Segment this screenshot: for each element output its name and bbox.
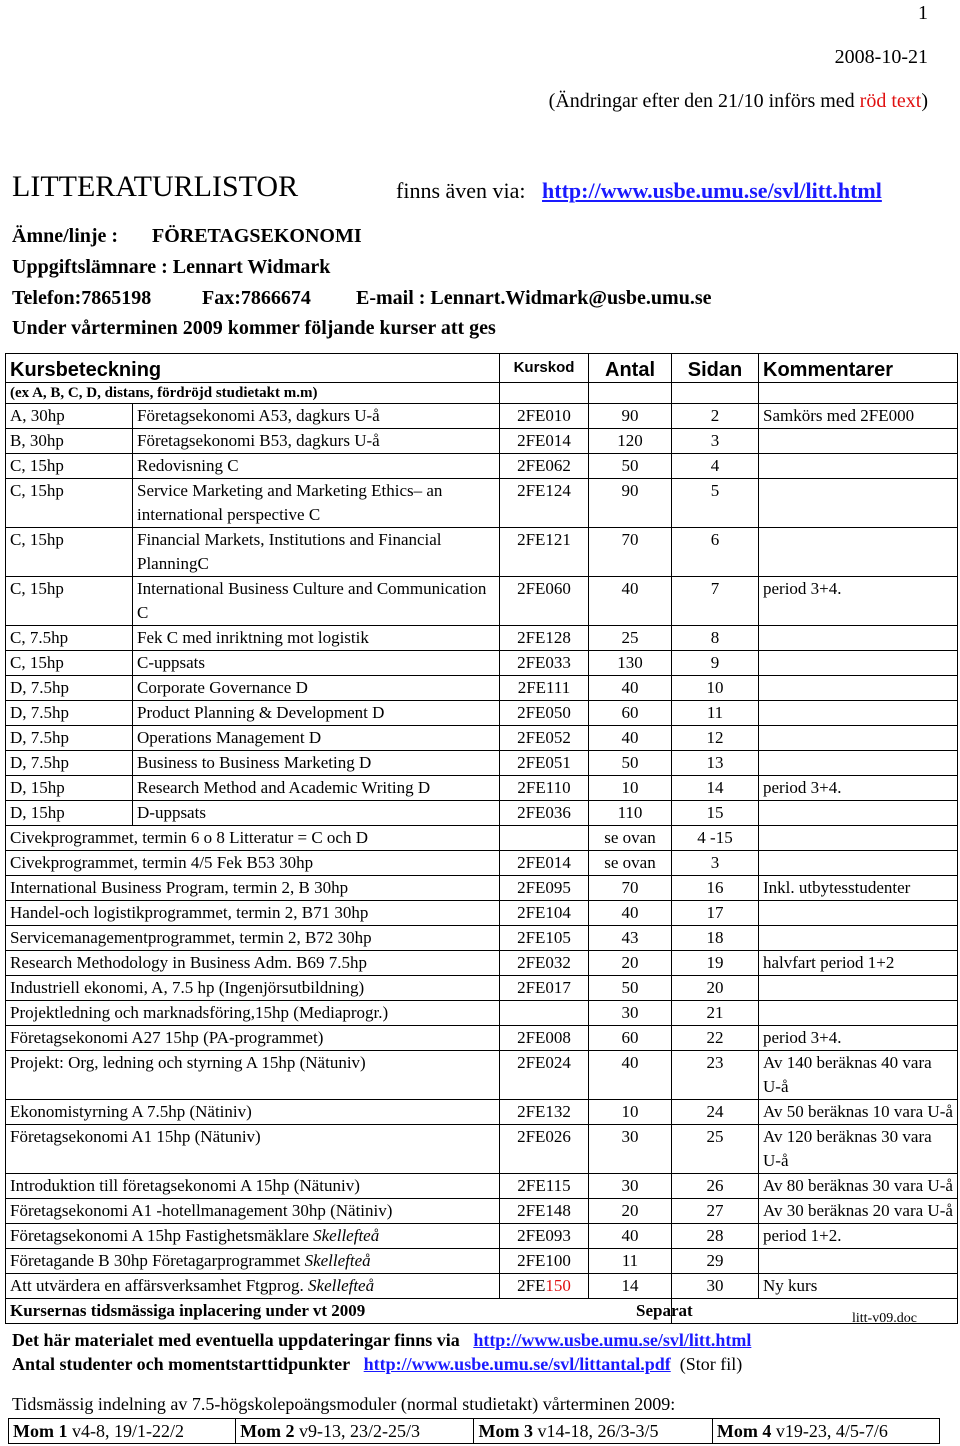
program-code: 2FE017 (500, 976, 589, 1001)
contact-line (12, 256, 330, 279)
table-row (6, 1199, 958, 1224)
program-page: 22 (672, 1026, 759, 1051)
course-code: 2FE062 (500, 454, 589, 479)
email: E-mail : Lennart.Widmark@usbe.umu.se (356, 287, 712, 309)
course-level: C, 15hp (6, 577, 133, 626)
subject-value: FÖRETAGSEKONOMI (152, 225, 362, 247)
course-level: C, 15hp (6, 528, 133, 577)
program-count: se ovan (589, 826, 672, 851)
course-level: D, 7.5hp (6, 751, 133, 776)
program-page: 24 (672, 1100, 759, 1125)
course-level: D, 15hp (6, 776, 133, 801)
program-name: Civekprogrammet, termin 6 o 8 Litteratur = C och D (6, 826, 500, 851)
course-page: 4 (672, 454, 759, 479)
header-course: Kursbeteckning (6, 354, 500, 383)
program-name: Företagsekonomi A1 -hotellmanagement 30hp (Nätiniv) (6, 1199, 500, 1224)
program-page: 28 (672, 1224, 759, 1249)
program-code: 2FE104 (500, 901, 589, 926)
course-page: 8 (672, 626, 759, 651)
course-name: Corporate Governance D (133, 676, 500, 701)
course-code: 2FE110 (500, 776, 589, 801)
program-code: 2FE148 (500, 1199, 589, 1224)
moment-value: v4-8, 19/1-22/2 (71, 1421, 184, 1441)
course-count: 60 (589, 701, 672, 726)
via-link[interactable]: http://www.usbe.umu.se/svl/litt.html (542, 178, 882, 203)
course-page: 9 (672, 651, 759, 676)
course-rows (6, 404, 958, 826)
program-code: 2FE024 (500, 1051, 589, 1100)
course-page: 14 (672, 776, 759, 801)
program-name: Projekt: Org, ledning och styrning A 15hp (Nätuniv) (6, 1051, 500, 1100)
course-code: 2FE121 (500, 528, 589, 577)
program-name: Servicemanagementprogrammet, termin 2, B72 30hp (6, 926, 500, 951)
program-comment (759, 1249, 958, 1274)
program-count: 20 (589, 951, 672, 976)
course-count: 130 (589, 651, 672, 676)
program-name: Företagande B 30hp Företagarprogrammet Skellefteå (6, 1249, 500, 1274)
program-comment: Ny kurs (759, 1274, 958, 1299)
program-code: 2FE095 (500, 876, 589, 901)
table-row (6, 528, 958, 577)
program-comment: Av 80 beräknas 30 vara U-å (759, 1174, 958, 1199)
course-level: B, 30hp (6, 429, 133, 454)
course-comment: Samkörs med 2FE000 (759, 404, 958, 429)
course-page: 10 (672, 676, 759, 701)
program-page: 27 (672, 1199, 759, 1224)
course-page: 15 (672, 801, 759, 826)
course-page: 12 (672, 726, 759, 751)
header-comment: Kommentarer (759, 354, 958, 383)
table-row (6, 404, 958, 429)
footer-students-suffix: (Stor fil) (679, 1354, 743, 1374)
moment-label: Mom 1 (13, 1421, 68, 1441)
program-page: 18 (672, 926, 759, 951)
program-page: 4 -15 (672, 826, 759, 851)
contact-value: Lennart Widmark (172, 256, 331, 278)
program-code: 2FE032 (500, 951, 589, 976)
footer-materials (12, 1330, 751, 1351)
table-row (6, 1274, 958, 1299)
phone: Telefon:7865198 (12, 287, 152, 309)
course-name: Företagsekonomi A53, dagkurs U-å (133, 404, 500, 429)
course-code: 2FE052 (500, 726, 589, 751)
course-code: 2FE128 (500, 626, 589, 651)
table-row (6, 1100, 958, 1125)
document-date: 2008-10-21 (834, 46, 928, 68)
course-name: Financial Markets, Institutions and Financial PlanningC (133, 528, 500, 577)
file-name: litt-v09.doc (852, 1311, 917, 1326)
program-page: 19 (672, 951, 759, 976)
program-page: 20 (672, 976, 759, 1001)
program-comment: Inkl. utbytesstudenter (759, 876, 958, 901)
program-comment (759, 901, 958, 926)
table-row (6, 1125, 958, 1174)
program-comment (759, 976, 958, 1001)
program-page: 26 (672, 1174, 759, 1199)
table-row (6, 951, 958, 976)
schedule-row (6, 1299, 958, 1324)
course-count: 70 (589, 528, 672, 577)
course-name: Operations Management D (133, 726, 500, 751)
footer-students-text: Antal studenter och momentstarttidpunkter (12, 1354, 351, 1374)
course-comment (759, 701, 958, 726)
course-count: 40 (589, 577, 672, 626)
course-code: 2FE036 (500, 801, 589, 826)
table-row (6, 676, 958, 701)
table-row (6, 776, 958, 801)
schedule-label: Kursernas tidsmässiga inplacering under vt 2009 (6, 1299, 672, 1324)
program-comment: Av 120 beräknas 30 vara U-å (759, 1125, 958, 1174)
fax: Fax:7866674 (202, 287, 311, 309)
moments-row (9, 1419, 940, 1444)
course-page: 11 (672, 701, 759, 726)
page-title: LITTERATURLISTOR (12, 170, 299, 203)
program-page: 23 (672, 1051, 759, 1100)
subject-line (12, 225, 362, 248)
changes-red-text: röd text (859, 90, 922, 112)
course-level: C, 15hp (6, 479, 133, 528)
moment-cell (474, 1419, 712, 1444)
footer-materials-link[interactable]: http://www.usbe.umu.se/svl/litt.html (473, 1330, 752, 1350)
table-row (6, 651, 958, 676)
course-code: 2FE033 (500, 651, 589, 676)
course-comment (759, 751, 958, 776)
course-page: 2 (672, 404, 759, 429)
course-level: A, 30hp (6, 404, 133, 429)
course-level: D, 7.5hp (6, 676, 133, 701)
program-page: 16 (672, 876, 759, 901)
moments-table (8, 1418, 940, 1444)
course-comment (759, 454, 958, 479)
moment-value: v9-13, 23/2-25/3 (299, 1421, 421, 1441)
header-count: Antal (589, 354, 672, 383)
course-name: Product Planning & Development D (133, 701, 500, 726)
course-code: 2FE051 (500, 751, 589, 776)
course-count: 10 (589, 776, 672, 801)
table-row (6, 726, 958, 751)
moment-cell (9, 1419, 236, 1444)
program-code: 2FE132 (500, 1100, 589, 1125)
course-level: D, 7.5hp (6, 726, 133, 751)
program-name: International Business Program, termin 2, B 30hp (6, 876, 500, 901)
moment-label: Mom 4 (716, 1421, 772, 1441)
moment-cell (236, 1419, 474, 1444)
footer-materials-text: Det här materialet med eventuella uppdateringar finns via (12, 1330, 460, 1350)
course-name: Service Marketing and Marketing Ethics– an international perspective C (133, 479, 500, 528)
page-number: 1 (918, 2, 928, 24)
table-subheader: (ex A, B, C, D, distans, fördröjd studietakt m.m) (6, 383, 500, 404)
course-count: 110 (589, 801, 672, 826)
course-code: 2FE014 (500, 429, 589, 454)
program-count: 60 (589, 1026, 672, 1051)
program-comment: period 1+2. (759, 1224, 958, 1249)
course-name: International Business Culture and Communication C (133, 577, 500, 626)
course-name: C-uppsats (133, 651, 500, 676)
program-count: 11 (589, 1249, 672, 1274)
program-page: 21 (672, 1001, 759, 1026)
program-name: Företagsekonomi A1 15hp (Nätuniv) (6, 1125, 500, 1174)
course-comment (759, 429, 958, 454)
program-code: 2FE115 (500, 1174, 589, 1199)
course-page: 6 (672, 528, 759, 577)
program-comment: Av 140 beräknas 40 vara U-å (759, 1051, 958, 1100)
program-count: 14 (589, 1274, 672, 1299)
table-row (6, 901, 958, 926)
table-row (6, 826, 958, 851)
course-table (5, 353, 958, 1324)
course-name: D-uppsats (133, 801, 500, 826)
program-count: 30 (589, 1001, 672, 1026)
program-comment (759, 1001, 958, 1026)
subject-label: Ämne/linje : (12, 225, 119, 247)
moment-value: v14-18, 26/3-3/5 (537, 1421, 659, 1441)
table-row (6, 876, 958, 901)
table-row (6, 1051, 958, 1100)
footer-students (12, 1354, 742, 1375)
program-count: 30 (589, 1125, 672, 1174)
program-code: 2FE105 (500, 926, 589, 951)
table-row (6, 1249, 958, 1274)
course-name: Redovisning C (133, 454, 500, 479)
changes-prefix: (Ändringar efter den 21/10 införs med (548, 90, 860, 112)
course-page: 13 (672, 751, 759, 776)
program-name: Företagsekonomi A27 15hp (PA-programmet) (6, 1026, 500, 1051)
program-comment: Av 50 beräknas 10 vara U-å (759, 1100, 958, 1125)
course-count: 50 (589, 751, 672, 776)
header-page: Sidan (672, 354, 759, 383)
course-page: 3 (672, 429, 759, 454)
phone-line (12, 287, 712, 310)
moment-value: v19-23, 4/5-7/6 (775, 1421, 888, 1441)
course-comment (759, 626, 958, 651)
course-comment: period 3+4. (759, 776, 958, 801)
course-count: 40 (589, 726, 672, 751)
changes-suffix: ) (921, 90, 928, 112)
course-comment (759, 676, 958, 701)
course-comment (759, 726, 958, 751)
table-row (6, 851, 958, 876)
program-comment: period 3+4. (759, 1026, 958, 1051)
table-row (6, 1174, 958, 1199)
course-comment: period 3+4. (759, 577, 958, 626)
table-row (6, 1001, 958, 1026)
course-count: 50 (589, 454, 672, 479)
program-count: 40 (589, 1051, 672, 1100)
moment-label: Mom 2 (240, 1421, 295, 1441)
schedule-value: Separat (672, 1299, 958, 1324)
course-level: C, 15hp (6, 651, 133, 676)
course-name: Företagsekonomi B53, dagkurs U-å (133, 429, 500, 454)
program-code (500, 826, 589, 851)
program-code: 2FE093 (500, 1224, 589, 1249)
table-row (6, 454, 958, 479)
program-comment (759, 851, 958, 876)
table-row (6, 1224, 958, 1249)
table-subheader-row (6, 383, 958, 404)
header-code: Kurskod (500, 354, 589, 383)
course-code: 2FE060 (500, 577, 589, 626)
program-comment: halvfart period 1+2 (759, 951, 958, 976)
program-count: 30 (589, 1174, 672, 1199)
course-comment (759, 479, 958, 528)
program-page: 3 (672, 851, 759, 876)
moment-cell (712, 1419, 939, 1444)
program-count: 40 (589, 1224, 672, 1249)
contact-label: Uppgiftslämnare : (12, 256, 168, 278)
moment-label: Mom 3 (478, 1421, 533, 1441)
program-name: Företagsekonomi A 15hp Fastighetsmäklare Skellefteå (6, 1224, 500, 1249)
program-count: se ovan (589, 851, 672, 876)
program-name: Att utvärdera en affärsverksamhet Ftgprog. Skellefteå (6, 1274, 500, 1299)
program-name: Civekprogrammet, termin 4/5 Fek B53 30hp (6, 851, 500, 876)
table-row (6, 801, 958, 826)
course-level: C, 7.5hp (6, 626, 133, 651)
course-comment (759, 801, 958, 826)
program-name: Research Methodology in Business Adm. B69 7.5hp (6, 951, 500, 976)
course-code: 2FE050 (500, 701, 589, 726)
program-count: 50 (589, 976, 672, 1001)
course-name: Fek C med inriktning mot logistik (133, 626, 500, 651)
table-row (6, 976, 958, 1001)
program-comment (759, 826, 958, 851)
course-name: Business to Business Marketing D (133, 751, 500, 776)
program-page: 17 (672, 901, 759, 926)
time-division-text: Tidsmässig indelning av 7.5-högskolepoängsmoduler (normal studietakt) vårterminen 2009: (12, 1394, 676, 1414)
via-label: finns även via: (396, 178, 526, 203)
program-page: 25 (672, 1125, 759, 1174)
program-comment: Av 30 beräknas 20 vara U-å (759, 1199, 958, 1224)
course-code: 2FE111 (500, 676, 589, 701)
table-row (6, 626, 958, 651)
course-count: 40 (589, 676, 672, 701)
via-line (396, 178, 882, 204)
program-count: 70 (589, 876, 672, 901)
program-name: Projektledning och marknadsföring,15hp (Mediaprogr.) (6, 1001, 500, 1026)
table-row (6, 751, 958, 776)
table-row (6, 479, 958, 528)
program-name: Handel-och logistikprogrammet, termin 2, B71 30hp (6, 901, 500, 926)
changes-note (549, 90, 928, 113)
table-row (6, 701, 958, 726)
course-count: 90 (589, 479, 672, 528)
course-code: 2FE010 (500, 404, 589, 429)
course-name: Research Method and Academic Writing D (133, 776, 500, 801)
program-code: 2FE150 (500, 1274, 589, 1299)
program-rows (6, 826, 958, 1299)
intro-line: Under vårterminen 2009 kommer följande kurser att ges (12, 317, 496, 339)
footer-students-link[interactable]: http://www.usbe.umu.se/svl/littantal.pdf (363, 1354, 671, 1374)
course-count: 25 (589, 626, 672, 651)
course-level: D, 15hp (6, 801, 133, 826)
program-count: 20 (589, 1199, 672, 1224)
program-comment (759, 926, 958, 951)
program-count: 10 (589, 1100, 672, 1125)
course-comment (759, 651, 958, 676)
table-row (6, 1026, 958, 1051)
program-name: Industriell ekonomi, A, 7.5 hp (Ingenjörsutbildning) (6, 976, 500, 1001)
course-count: 120 (589, 429, 672, 454)
table-row (6, 577, 958, 626)
course-page: 7 (672, 577, 759, 626)
program-count: 40 (589, 901, 672, 926)
program-count: 43 (589, 926, 672, 951)
table-row (6, 926, 958, 951)
program-code: 2FE100 (500, 1249, 589, 1274)
program-code: 2FE008 (500, 1026, 589, 1051)
course-count: 90 (589, 404, 672, 429)
program-page: 29 (672, 1249, 759, 1274)
course-code: 2FE124 (500, 479, 589, 528)
program-page: 30 (672, 1274, 759, 1299)
table-header-row (6, 354, 958, 383)
course-level: D, 7.5hp (6, 701, 133, 726)
program-name: Introduktion till företagsekonomi A 15hp (Nätuniv) (6, 1174, 500, 1199)
program-name: Ekonomistyrning A 7.5hp (Nätiniv) (6, 1100, 500, 1125)
course-page: 5 (672, 479, 759, 528)
table-row (6, 429, 958, 454)
course-comment (759, 528, 958, 577)
program-code: 2FE014 (500, 851, 589, 876)
program-code: 2FE026 (500, 1125, 589, 1174)
program-code (500, 1001, 589, 1026)
course-level: C, 15hp (6, 454, 133, 479)
